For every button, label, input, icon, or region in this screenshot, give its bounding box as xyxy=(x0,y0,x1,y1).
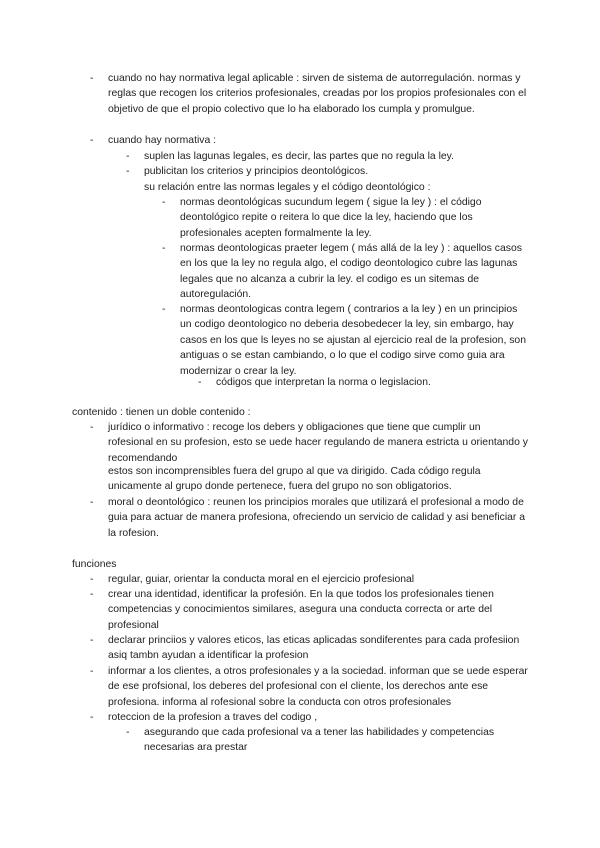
bullet: - xyxy=(126,727,130,738)
bullet: - xyxy=(90,666,94,677)
list-item: jurídico o informativo : recoge los debers y obligaciones que tiene que cumplir un rofesional en su profesion, esto se uede hacer regulando de manera estricta u orientando y recomendando xyxy=(108,422,528,464)
list-item: declarar princiios y valores eticos, las eticas aplicadas sondiferentes para cada profesiion asiq tambn ayudan a identificar la profesion xyxy=(108,635,520,662)
bullet: - xyxy=(90,135,94,146)
bullet: - xyxy=(162,304,166,315)
list-item: roteccion de la profesion a traves del codigo , xyxy=(108,712,318,723)
bullet: - xyxy=(90,589,94,600)
bullet: - xyxy=(90,497,94,508)
bullet: - xyxy=(90,635,94,646)
bullet: - xyxy=(126,166,130,177)
list-item: crear una identidad, identificar la profesión. En la que todos los profesionales tienen competencias y conocimientos similares, asegura una conducta correcta or arte del profesional xyxy=(108,589,494,631)
bullet: - xyxy=(198,377,202,388)
list-item: cuando hay normativa : xyxy=(108,135,217,146)
list-item: informar a los clientes, a otros profesionales y a la sociedad. informan que se uede esperar de ese profsional, los deberes del profesional con el cliente, los derechos ante ese profesiona. informa al rofesional sobre la conducta con otros profesionales xyxy=(108,666,528,708)
list-item: normas deontológicas sucundum legem ( sigue la ley ) : el código deontológico repite o reitera lo que dice la ley, haciendo que los profesionales acepten formalmente la ley. xyxy=(180,197,482,239)
list-item: cuando no hay normativa legal aplicable : sirven de sistema de autorregulación. normas y reglas que recogen los criterios profesionales, creadas por los propios profesionales con el objetivo de que el propio colectivo que lo ha elaborado los cumpla y promulgue. xyxy=(108,73,527,115)
bullet: - xyxy=(90,574,94,585)
list-item: moral o deontológico : reunen los principios morales que utilizará el profesional a modo de guia para actuar de manera profesiona, ofreciendo un servicio de calidad y asi beneficiar a la rofesion. xyxy=(108,497,526,539)
list-item: publicitan los criterios y principios deontológicos. xyxy=(144,166,369,177)
list-item: códigos que interpretan la norma o legislacion. xyxy=(216,377,431,388)
paragraph: su relación entre las normas legales y el código deontológico : xyxy=(144,182,431,193)
bullet: - xyxy=(162,197,166,208)
paragraph: estos son incomprensibles fuera del grupo al que va dirigido. Cada código regula unicamente al grupo donde pertenece, fuera del grupo no son obligatorios. xyxy=(108,466,481,493)
list-item: normas deontologicas praeter legem ( más allá de la ley ) : aquellos casos en los que la ley no regula algo, el codigo deontologico cubre las lagunas legales que no alcanza a cubrir la ley. el codigo es un sitemas de autoregulación. xyxy=(180,243,522,301)
bullet: - xyxy=(126,151,130,162)
list-item: suplen las lagunas legales, es decir, las partes que no regula la ley. xyxy=(144,151,454,162)
section-heading: contenido : tienen un doble contenido : xyxy=(72,407,251,418)
bullet: - xyxy=(90,422,94,433)
list-item: regular, guiar, orientar la conducta moral en el ejercicio profesional xyxy=(108,574,415,585)
list-item: asegurando que cada profesional va a tener las habilidades y competencias necesarias ara prestar xyxy=(144,727,495,754)
bullet: - xyxy=(90,73,94,84)
section-heading: funciones xyxy=(72,559,117,570)
bullet: - xyxy=(162,243,166,254)
list-item: normas deontologicas contra legem ( contrarios a la ley ) en un principios un codigo deontologico no deberia desobedecer la ley, sin embargo, hay casos en los que ls leyes no se ajustan al ejercicio real de la profesion, son antiguas o se estan cambiando, o lo que el codigo sirve como guia ara modernizar o crear la ley. xyxy=(180,304,526,377)
bullet: - xyxy=(90,712,94,723)
